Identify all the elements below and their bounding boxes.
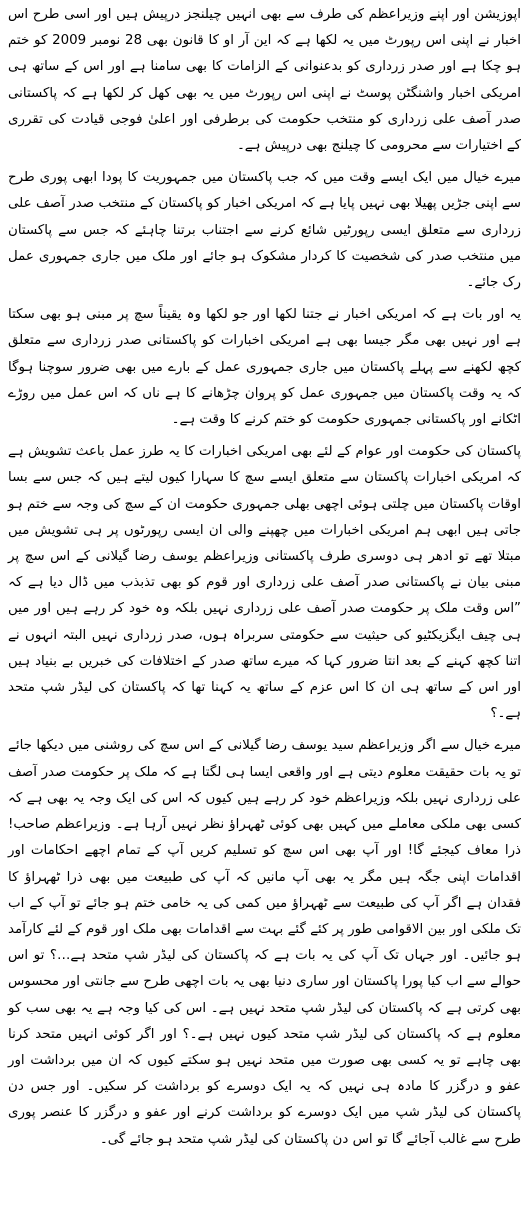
article-paragraph-2: میرے خیال میں ایک ایسے وقت میں کہ جب پاکستان میں جمہوریت کا پودا ابھی پوری طرح سے اپنی جڑیں پھیلا بھی نہیں پایا ہے کہ امریکی اخبار کو پاکستان کے منتخب صدر آصف علی زرداری سے متعلق ایسی رپورٹیں شائع کرنے سے اجتناب برتنا چاہئے کہ جس سے پاکستان میں منتخب صدر کی شخصیت کا کردار مشکوک ہو جائے اور ملک میں جاری جمہوری عمل رک جائے۔: [8, 170, 521, 291]
article-paragraph-4: پاکستان کی حکومت اور عوام کے لئے بھی امریکی اخبارات کا یہ طرز عمل باعث تشویش ہے کہ امریکی اخبارات پاکستان سے متعلق ایسے سچ کا سہارا کیوں لیتے ہیں کہ جس سے بسا اوقات پاکستان میں چلتی ہوئی اچھی بھلی جمہوری حکومت ان کے سچ کی وجہ سے ختم ہو جاتی ہیں ابھی ہم امریکی اخبارات میں چھپنے والی ان ایسی رپورٹوں پر ہی تشویش میں مبتلا تھے تو ادھر ہی دوسری طرف پاکستانی وزیراعظم یوسف رضا گیلانی کے اس سچ پر مبنی بیان نے پاکستانی صدر آصف علی زرداری اور قوم کو بھی تذبذب میں ڈال دیا ہے کہ ”اس وقت ملک پر حکومت صدر آصف علی زرداری نہیں بلکہ وہ خود کر رہے ہیں اور میں ہی چیف ایگزیکٹیو کی حیثیت سے حکومتی سربراہ ہوں، صدر زرداری نہیں البتہ انہوں نے اتنا کچھ کہنے کے بعد انتا ضرور کہا کہ میرے ساتھ صدر کے اختلافات کی خبریں بے بنیاد ہیں اور اس کے ساتھ ہی ان کا اس عزم کے ساتھ یہ کہنا تھا کہ پاکستان کی لیڈر شپ متحد ہے۔؟: [8, 444, 521, 722]
article-paragraph-3: یہ اور بات ہے کہ امریکی اخبار نے جتنا لکھا اور جو لکھا وہ یقیناً سچ پر مبنی ہو بھی سکتا ہے اور نہیں بھی مگر جیسا بھی ہے امریکی اخبارات کو پاکستانی صدر زرداری سے متعلق کچھ لکھنے سے پہلے پاکستان میں جاری جمہوری عمل کے بارے میں بھی ضرور سوچنا ہوگا کہ یہ وقت پاکستان میں جمہوری عمل کو پروان چڑھانے کا ہے ناں کہ اس عمل میں روڑے اٹکانے اور پاکستانی جمہوری حکومت کو ختم کرنے کا وقت ہے۔: [8, 307, 521, 428]
article-paragraph-1: اپوزیشن اور اپنے وزیراعظم کی طرف سے بھی انہیں چیلنجز درپیش ہیں اور اسی طرح اس اخبار نے اپنی اس رپورٹ میں یہ لکھا ہے کہ این آر او کا قانون بھی 28 نومبر 2009 کو ختم ہو چکا ہے اور صدر زرداری کو بدعنوانی کے الزامات کا بھی سامنا ہے اور اس کے ساتھ ہی امریکی اخبار واشنگٹن پوسٹ نے اپنی اس رپورٹ میں یہ بھی کھل کر لکھا ہے کہ پاکستانی صدر آصف علی زرداری کو منتخب حکومت کی برطرفی اور اعلیٰ فوجی قیادت کی تقرری کے اختیارات سے محرومی کا چیلنج بھی درپیش ہے۔: [8, 7, 521, 154]
article-paragraph-5: میرے خیال سے اگر وزیراعظم سید یوسف رضا گیلانی کے اس سچ کی روشنی میں دیکھا جائے تو یہ بات حقیقت معلوم دیتی ہے اور واقعی ایسا ہی لگتا ہے کہ ملک پر حکومت صدر آصف علی زرداری نہیں بلکہ وزیراعظم خود کر رہے ہیں کیوں کہ اس کی ایک وجہ یہ بھی ہے کہ کسی بھی ملکی معاملے میں کہیں بھی کوئی ٹھہراؤ نظر نہیں آرہا ہے۔ وزیراعظم صاحب! ذرا معاف کیجئے گا! اور آپ بھی اس سچ کو تسلیم کریں آپ کے تمام اچھے احکامات اور اقدامات اپنی جگہ ہیں مگر یہ بھی آپ مانیں کہ آپ کی طبیعت میں بھی ذرا ٹھہراؤ کا فقدان ہے اگر آپ کی طبیعت سے ٹھہراؤ میں کمی کی یہ خامی ختم ہو جائے تو آپ کے اب تک ملکی اور بین الاقوامی طور پر کئے گئے بہت سے اقدامات بھی ملک اور قوم کے لئے کارآمد ہو جائیں۔ اور جہاں تک آپ کی یہ بات ہے کہ پاکستان کی لیڈر شپ متحد ہے…؟ تو اس حوالے سے اب کیا پورا پاکستان اور ساری دنیا بھی یہ بات اچھی طرح سے جانتی اور محسوس بھی کرتی ہے کہ پاکستان کی لیڈر شپ متحد نہیں ہے۔ اس کی کیا وجہ ہے یہ بھی سب کو معلوم ہے کہ پاکستان کی لیڈر شپ متحد کیوں نہیں ہے۔؟ اور اگر کوئی انہیں متحد کرنا بھی چاہے تو یہ کسی بھی صورت میں متحد نہیں ہو سکتے کیوں کہ ان میں برداشت اور عفو و درگزر کا مادہ ہی نہیں کہ یہ ایک دوسرے کو برداشت کر سکیں۔ اور جس دن پاکستان کی لیڈر شپ میں ایک دوسرے کو برداشت کرنے اور عفو و درگزر کا عنصر پوری طرح سے غالب آجائے گا تو اس دن پاکستان کی لیڈر شپ متحد ہو جائے گی۔: [8, 738, 521, 1147]
